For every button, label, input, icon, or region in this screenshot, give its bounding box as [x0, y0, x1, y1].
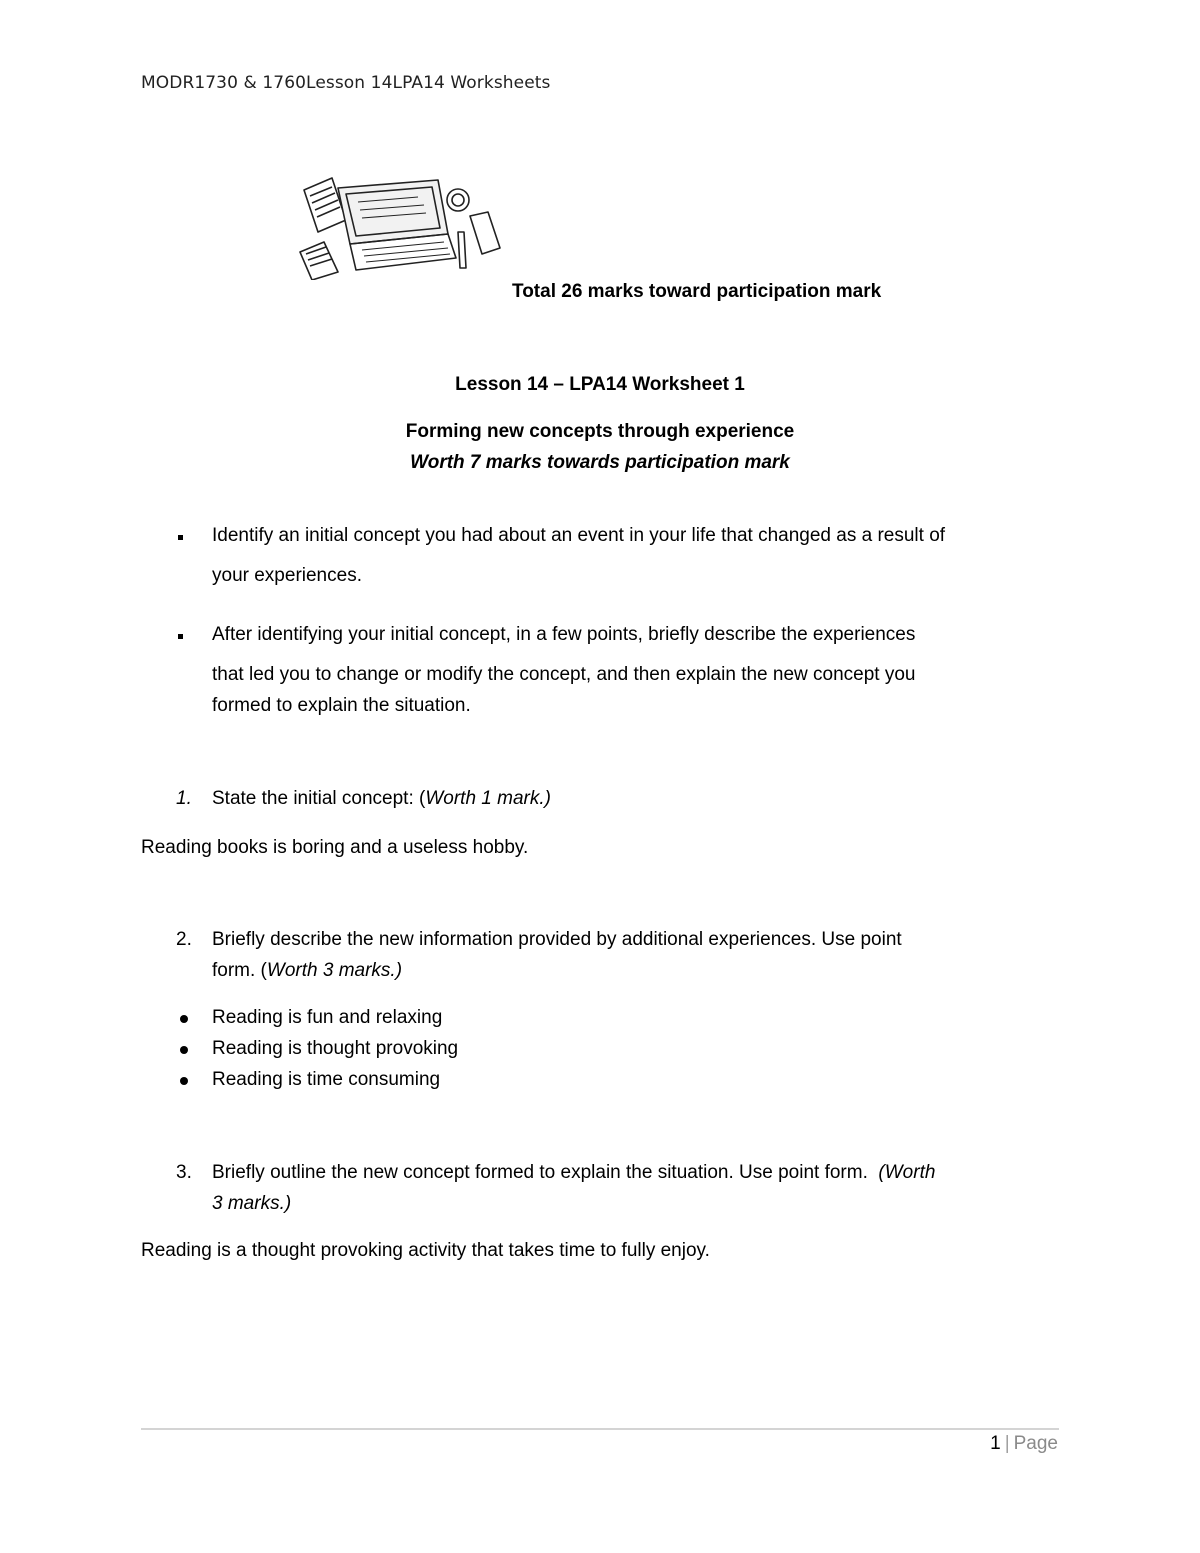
laptop-desk-illustration-icon — [298, 172, 504, 280]
footer-divider — [141, 1428, 1059, 1430]
instruction-2-line-1: After identifying your initial concept, in a few points, briefly describe the experiences — [212, 624, 916, 645]
worksheet-title: Lesson 14 – LPA14 Worksheet 1 — [455, 374, 745, 395]
question-1-answer: Reading books is boring and a useless hobby. — [141, 837, 529, 858]
page-footer — [990, 1433, 1058, 1455]
question-2-line-1: Briefly describe the new information provided by additional experiences. Use point — [212, 929, 902, 950]
round-bullet-icon — [180, 1046, 188, 1054]
round-bullet-icon — [180, 1015, 188, 1023]
question-2-answer-1: Reading is fun and relaxing — [212, 1007, 443, 1028]
instruction-2-line-3: formed to explain the situation. — [212, 695, 471, 716]
instruction-1-line-2: your experiences. — [212, 565, 362, 586]
page-label: Page — [1013, 1433, 1058, 1454]
round-bullet-icon — [180, 1077, 188, 1085]
square-bullet-icon — [178, 535, 183, 540]
question-2-line-2: form. (Worth 3 marks.) — [212, 960, 403, 981]
question-3-answer: Reading is a thought provoking activity that takes time to fully enjoy. — [141, 1240, 710, 1261]
worksheet-worth: Worth 7 marks towards participation mark — [410, 452, 790, 473]
total-marks-heading: Total 26 marks toward participation mark — [512, 281, 882, 302]
question-1-number: 1. — [176, 788, 192, 809]
question-3-number: 3. — [176, 1162, 192, 1183]
square-bullet-icon — [178, 634, 183, 639]
instruction-2-line-2: that led you to change or modify the concept, and then explain the new concept you — [212, 664, 916, 685]
instruction-1-line-1: Identify an initial concept you had about an event in your life that changed as a result of — [212, 525, 946, 546]
question-1-text: State the initial concept: (Worth 1 mark.) — [212, 788, 551, 809]
question-2-answer-2: Reading is thought provoking — [212, 1038, 459, 1059]
page-header: MODR1730 & 1760Lesson 14LPA14 Worksheets — [141, 73, 551, 93]
page-number: 1 — [990, 1433, 1001, 1454]
question-2-number: 2. — [176, 929, 192, 950]
worksheet-subtitle: Forming new concepts through experience — [405, 421, 795, 442]
footer-separator: | — [1004, 1433, 1010, 1454]
question-2-answer-3: Reading is time consuming — [212, 1069, 441, 1090]
question-3-line-1: Briefly outline the new concept formed to explain the situation. Use point form. (Worth — [212, 1162, 936, 1183]
question-3-line-2: 3 marks.) — [212, 1193, 292, 1214]
